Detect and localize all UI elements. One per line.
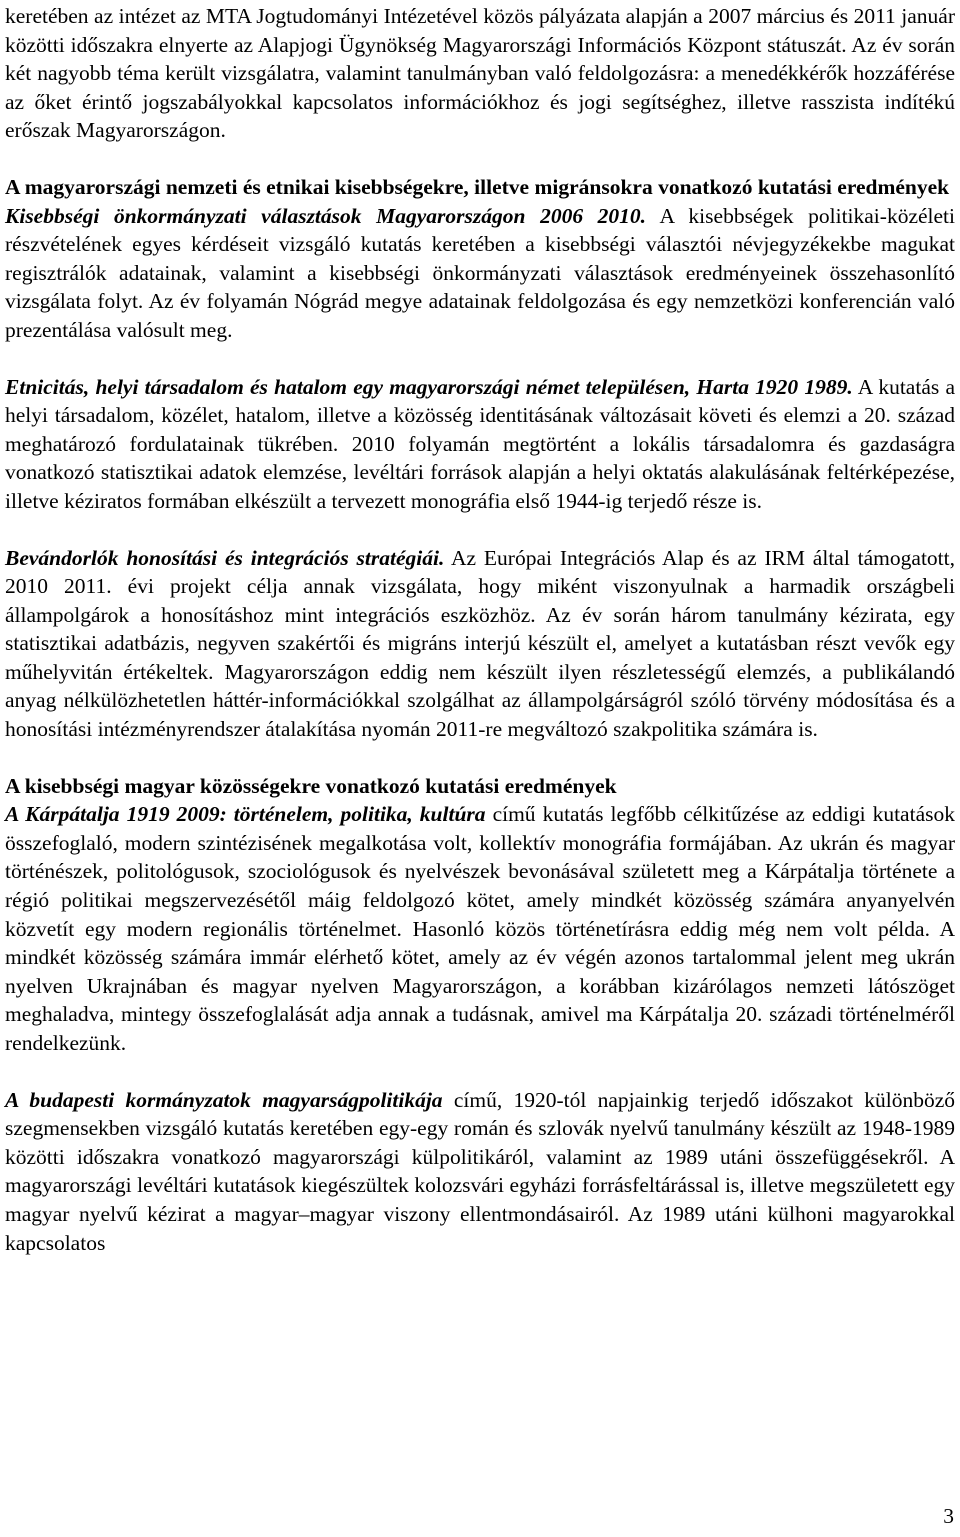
paragraph-text: című, 1920-tól napjainkig terjedő időszakot különböző szegmensekben vizsgáló kutatás keretében egy-egy román és szlovák nyelvű tanulmány készült az 1948-1989 közötti időszakra vonatkozó magyarországi külpolitikáról, valamint az 1989 utáni összefüggésekről. A magyarországi levéltári kutatások kiegészültek kolozsvári egyházi forrásfeltárással is, illetve megszületett egy magyar nyelvű kézirat a magyar–magyar viszony ellentmondásairól. Az 1989 utáni külhoni magyarokkal kapcsolatos (5, 1087, 955, 1255)
paragraph-title: Etnicitás, helyi társadalom és hatalom egy magyarországi német településen, Harta 1920 1989. (5, 374, 853, 399)
section-heading-minorities-migrants: A magyarországi nemzeti és etnikai kisebbségekre, illetve migránsokra vonatkozó kutatási eredmények (5, 174, 950, 199)
paragraph-minority-elections (5, 202, 955, 345)
paragraph-text: A kutatás a helyi társadalom, közélet, hatalom, illetve a közösség identitásának változásait követi és elemzi a 20. század meghatározó fordulatainak tükrében. 2010 folyamán megtörtént a lokális társadalomra és gazdaságra vonatkozó statisztikai adatok elemzése, levéltári források alapján a helyi oktatás alakulásának feltérképezése, illetve kéziratos formában elkészült a tervezett monográfia első 1944-ig terjedő része is. (5, 374, 955, 513)
paragraph-title: A budapesti kormányzatok magyarságpolitikája (5, 1087, 443, 1112)
section-heading-hungarian-communities: A kisebbségi magyar közösségekre vonatkozó kutatási eredmények (5, 773, 617, 798)
document-page (5, 0, 955, 1257)
page-number: 3 (943, 1504, 954, 1528)
paragraph-harta-research (5, 373, 955, 516)
paragraph-text: című kutatás legfőbb célkitűzése az eddigi kutatások összefoglaló, modern szintézisének megalkotása volt, kollektív monográfia formájában. Az ukrán és magyar történészek, politológusok, szociológusok és nyelvészek bevonásával született meg a Kárpátalja története a régió politikai megszervezésétől máig feldolgozó kötet, amely mindkét közösség számára anyanyelvén közvetít egy modern regionális történelmet. Hasonló közös történetírásra eddig még nem volt példa. A mindkét közösség számára immár elérhető kötet, amely az év végén azonos tartalommal jelent meg ukrán nyelven Ukrajnában és magyar nyelven Magyarországon, a korábban kizárólagos nemzeti látószöget meghaladva, mintegy összefoglalását adja annak a tudásnak, amivel ma Kárpátalja 20. századi történelméről rendelkezünk. (5, 802, 955, 1055)
paragraph-text: A kisebbségek politikai-közéleti részvételének egyes kérdéseit vizsgáló kutatás keretében a kisebbségi választói névjegyzékekbe magukat regisztrálók adatainak, valamint a kisebbségi önkormányzati választások eredményeinek összehasonlító vizsgálata folyt. Az év folyamán Nógrád megye adatainak feldolgozása és egy nemzetközi konferencián való prezentálása valósult meg. (5, 203, 955, 342)
paragraph-title: Kisebbségi önkormányzati választások Magyarországon 2006 2010. (5, 203, 647, 228)
intro-paragraph (5, 2, 955, 145)
paragraph-karpatalja (5, 800, 955, 1057)
paragraph-naturalization-strategies (5, 544, 955, 744)
paragraph-title: A Kárpátalja 1919 2009: történelem, politika, kultúra (5, 802, 486, 827)
paragraph-budapest-policy (5, 1086, 955, 1258)
paragraph-text: Az Európai Integrációs Alap és az IRM által támogatott, 2010 2011. évi projekt célja annak vizsgálata, hogy miként viszonyulnak a harmadik országbeli állampolgárok a honosításhoz mint integrációs eszközhöz. Az év során három tanulmány kézirata, egy statisztikai adatbázis, negyven szakértői és migráns interjú készült el, amelyet a kutatásban részt vevők egy műhelyvitán értékeltek. Magyarországon eddig nem készült ilyen részletességű elemzés, a publikálandó anyag nélkülözhetetlen háttér-információkkal szolgálhat az állampolgárságról szóló törvény módosítása és a honosítási intézményrendszer átalakítása nyomán 2011-re megváltozó szakpolitika számára is. (5, 545, 955, 742)
intro-text: keretében az intézet az MTA Jogtudományi Intézetével közös pályázata alapján a 2007 március és 2011 január közötti időszakra elnyerte az Alapjogi Ügynökség Magyarországi Információs Központ státuszát. Az év során két nagyobb téma került vizsgálatra, valamint tanulmányban való feldolgozásra: a menedékkérők hozzáférése az őket érintő jogszabályokkal kapcsolatos információkhoz és jogi segítséghez, illetve rasszista indítékú erőszak Magyarországon. (5, 4, 955, 143)
paragraph-title: Bevándorlók honosítási és integrációs stratégiái. (5, 545, 445, 570)
